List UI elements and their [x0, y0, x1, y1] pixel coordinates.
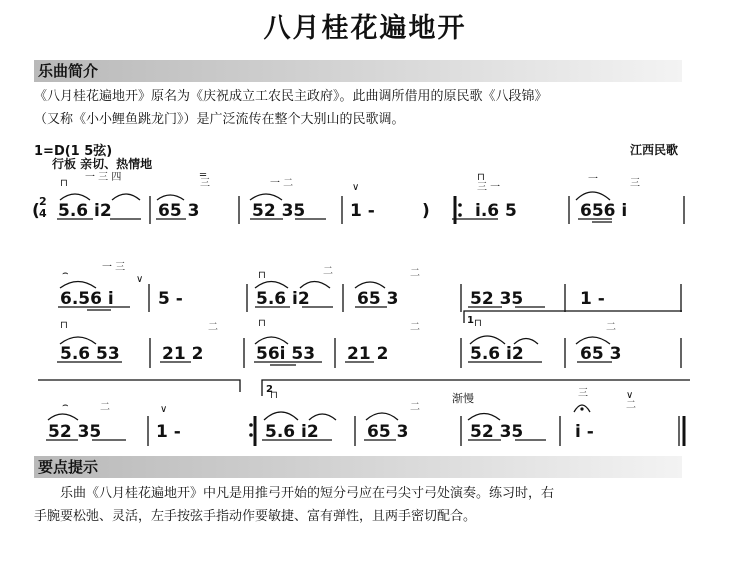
row-4: [48, 422, 594, 442]
measure-3-4: 21 2: [347, 344, 389, 364]
second-ending-label: 2: [266, 384, 273, 395]
first-ending-label: 1: [467, 315, 474, 326]
svg-text:⊓: ⊓: [474, 318, 482, 329]
measure-2-4: 65 3: [357, 289, 399, 309]
svg-text:三 一: 三 一: [477, 182, 501, 193]
measure-4-2: 1 -: [156, 422, 181, 442]
svg-text:二: 二: [626, 400, 636, 411]
svg-text:⊓: ⊓: [270, 390, 278, 401]
svg-text:三: 三: [578, 388, 588, 399]
key-signature: 1=D(1 5弦): [34, 144, 113, 159]
measure-2-5: 52 35: [470, 289, 524, 309]
measure-3-6: 65 3: [580, 344, 622, 364]
svg-text:二: 二: [323, 266, 333, 277]
tips-heading: 要点提示: [34, 456, 682, 478]
tips-line-1: 乐曲《八月桂花遍地开》中凡是用推弓开始的短分弓应在弓尖寸弓处演奏。练习时，右: [60, 486, 555, 501]
tips-text: [34, 482, 684, 528]
ritardando-marking: 渐慢: [452, 392, 474, 405]
measure-3-1: 5.6 53: [60, 344, 120, 364]
svg-text:⊓: ⊓: [60, 178, 68, 189]
svg-text:⊓: ⊓: [60, 320, 68, 331]
measure-2-3: 5.6 i2: [256, 289, 310, 309]
intro-heading: 乐曲简介: [34, 60, 682, 82]
page-title: 八月桂花遍地开: [263, 13, 467, 44]
svg-text:∨: ∨: [626, 390, 634, 401]
measure-2-2: 5 -: [158, 289, 183, 309]
measure-1-2: 65 3: [158, 201, 200, 221]
tips-line-2: 手腕要松弛、灵活，左手按弦手指动作要敏捷、富有弹性，且两手密切配合。: [34, 509, 477, 524]
row-3: [60, 344, 621, 364]
measure-4-1: 52 35: [48, 422, 102, 442]
paren-close: ): [422, 201, 430, 221]
svg-text:∨: ∨: [160, 404, 168, 415]
svg-text:三: 三: [630, 178, 640, 189]
paren-open: (: [32, 201, 40, 221]
svg-text:二: 二: [410, 268, 420, 279]
row-2: [60, 289, 605, 309]
measure-1-3: 52 35: [252, 201, 306, 221]
measure-1-5: i.6 5: [475, 201, 517, 221]
intro-line-1: 《八月桂花遍地开》原名为《庆祝成立工农民主政府》。此曲调所借用的原民歌《八段锦》: [34, 89, 548, 104]
svg-text:二: 二: [208, 322, 218, 333]
svg-text:二: 二: [606, 322, 616, 333]
svg-text:∨: ∨: [352, 182, 360, 193]
svg-text:⊓: ⊓: [477, 172, 485, 183]
measure-4-6: i -: [575, 422, 594, 442]
svg-text:一 二: 一 二: [270, 178, 294, 189]
measure-1-6: 656 i: [580, 201, 628, 221]
measure-4-3: 5.6 i2: [265, 422, 319, 442]
measure-4-4: 65 3: [367, 422, 409, 442]
measure-3-5: 5.6 i2: [470, 344, 524, 364]
measure-4-5: 52 35: [470, 422, 524, 442]
song-origin: 江西民歌: [629, 143, 678, 157]
measure-3-3: 56i 53: [256, 344, 316, 364]
svg-text:═: ═: [200, 170, 207, 181]
svg-text:⊓: ⊓: [258, 270, 266, 281]
svg-text:三: 三: [200, 178, 210, 189]
svg-text:二: 二: [100, 402, 110, 413]
svg-text:一 三 四: 一 三 四: [85, 172, 122, 183]
measure-1-1: 5.6 i2: [58, 201, 112, 221]
measure-2-6: 1 -: [580, 289, 605, 309]
svg-text:⊓: ⊓: [258, 318, 266, 329]
measure-1-4: 1 -: [350, 201, 375, 221]
svg-text:∨: ∨: [136, 274, 144, 285]
measure-3-2: 21 2: [162, 344, 204, 364]
time-sig-bottom: 4: [39, 207, 47, 220]
svg-text:一: 一: [588, 174, 598, 185]
time-sig-top: 2: [39, 195, 47, 208]
svg-text:⌢: ⌢: [62, 268, 69, 279]
svg-text:二: 二: [410, 322, 420, 333]
tempo-marking: 行板 亲切、热情地: [52, 157, 153, 171]
svg-text:⌢: ⌢: [62, 400, 69, 411]
intro-line-2: （又称《小小鲤鱼跳龙门》）是广泛流传在整个大别山的民歌调。: [34, 112, 405, 127]
measure-2-1: 6.56 i: [60, 289, 114, 309]
svg-text:二: 二: [410, 402, 420, 413]
svg-text:一 三: 一 三: [102, 262, 126, 273]
